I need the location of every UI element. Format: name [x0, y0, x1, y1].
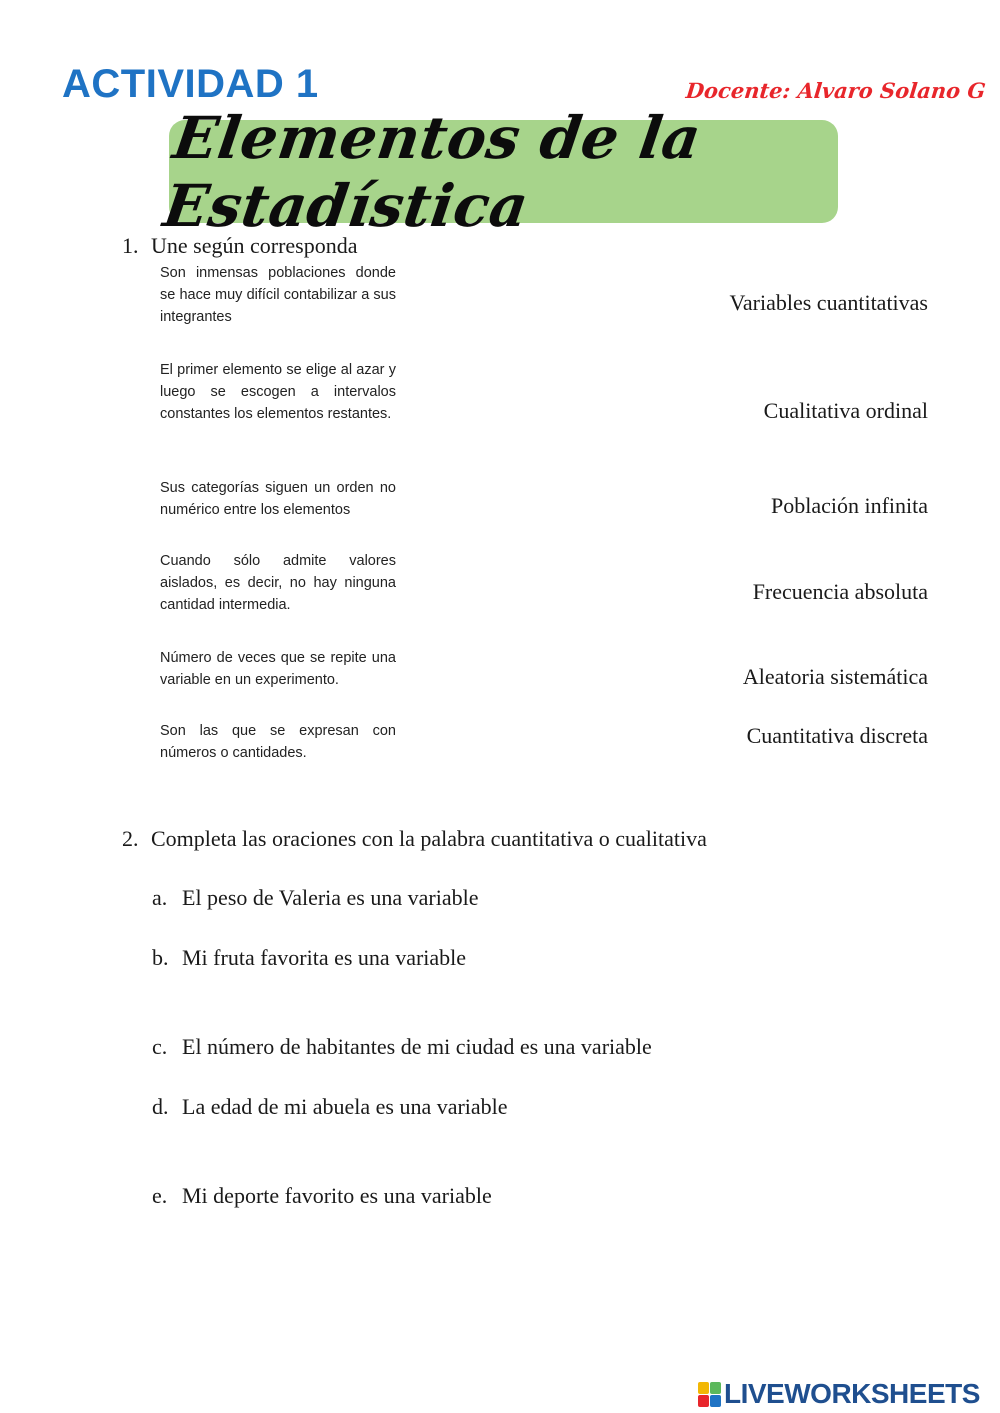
question-prompt: Une según corresponda: [151, 233, 358, 258]
activity-title: ACTIVIDAD 1: [62, 62, 319, 106]
title-banner: [159, 103, 838, 240]
match-left-item-1[interactable]: Son inmensas poblaciones donde se hace muy difícil contabilizar a sus integrantes: [160, 265, 396, 325]
question-2-heading: [122, 826, 707, 852]
logo-block: [698, 1382, 709, 1394]
match-left-item-2[interactable]: El primer elemento se elige al azar y luego se escogen a intervalos constantes los elementos restantes.: [160, 362, 396, 422]
sentence-letter: e.: [152, 1183, 168, 1208]
sentence-letter: d.: [152, 1094, 169, 1119]
question-1-heading: [122, 233, 358, 259]
match-right-item-2[interactable]: Cualitativa ordinal: [763, 398, 928, 423]
match-right-item-5[interactable]: Aleatoria sistemática: [742, 664, 928, 689]
sentence-text: El peso de Valeria es una variable: [182, 885, 479, 910]
sentence-text: El número de habitantes de mi ciudad es una variable: [182, 1034, 652, 1059]
sentence-b: [152, 945, 466, 971]
sentence-letter: c.: [152, 1034, 168, 1059]
liveworksheets-logo: [698, 1378, 980, 1410]
logo-block: [710, 1382, 721, 1394]
match-right-item-1[interactable]: Variables cuantitativas: [729, 290, 928, 315]
teacher-name: Docente: Alvaro Solano G: [684, 78, 987, 103]
match-right-item-3[interactable]: Población infinita: [770, 493, 928, 518]
sentence-c: [152, 1034, 652, 1060]
logo-text: LIVEWORKSHEETS: [724, 1378, 980, 1409]
match-left-item-3[interactable]: Sus categorías siguen un orden no numérico entre los elementos: [160, 480, 396, 518]
liveworksheets-logo-icon: [698, 1382, 721, 1407]
question-prompt: Completa las oraciones con la palabra cuantitativa o cualitativa: [151, 826, 707, 851]
logo-block: [698, 1395, 709, 1407]
sentence-e: [152, 1183, 492, 1209]
logo-block: [710, 1395, 721, 1407]
worksheet-title: Elementos de la Estadística: [159, 103, 706, 240]
match-right-item-6[interactable]: Cuantitativa discreta: [746, 723, 928, 748]
sentence-d: [152, 1094, 508, 1120]
question-number: 2.: [122, 826, 139, 851]
sentence-text: Mi deporte favorito es una variable: [182, 1183, 492, 1208]
match-left-item-5[interactable]: Número de veces que se repite una variable en un experimento.: [160, 650, 396, 688]
sentence-text: Mi fruta favorita es una variable: [182, 945, 467, 970]
sentence-letter: b.: [152, 945, 169, 970]
match-right-item-4[interactable]: Frecuencia absoluta: [752, 579, 928, 604]
sentence-text: La edad de mi abuela es una variable: [182, 1094, 508, 1119]
sentence-letter: a.: [152, 885, 168, 910]
question-number: 1.: [122, 233, 139, 258]
sentence-a: [152, 885, 478, 911]
match-left-item-6[interactable]: Son las que se expresan con números o cantidades.: [160, 723, 396, 761]
match-left-item-4[interactable]: Cuando sólo admite valores aislados, es decir, no hay ninguna cantidad intermedia.: [160, 553, 396, 613]
